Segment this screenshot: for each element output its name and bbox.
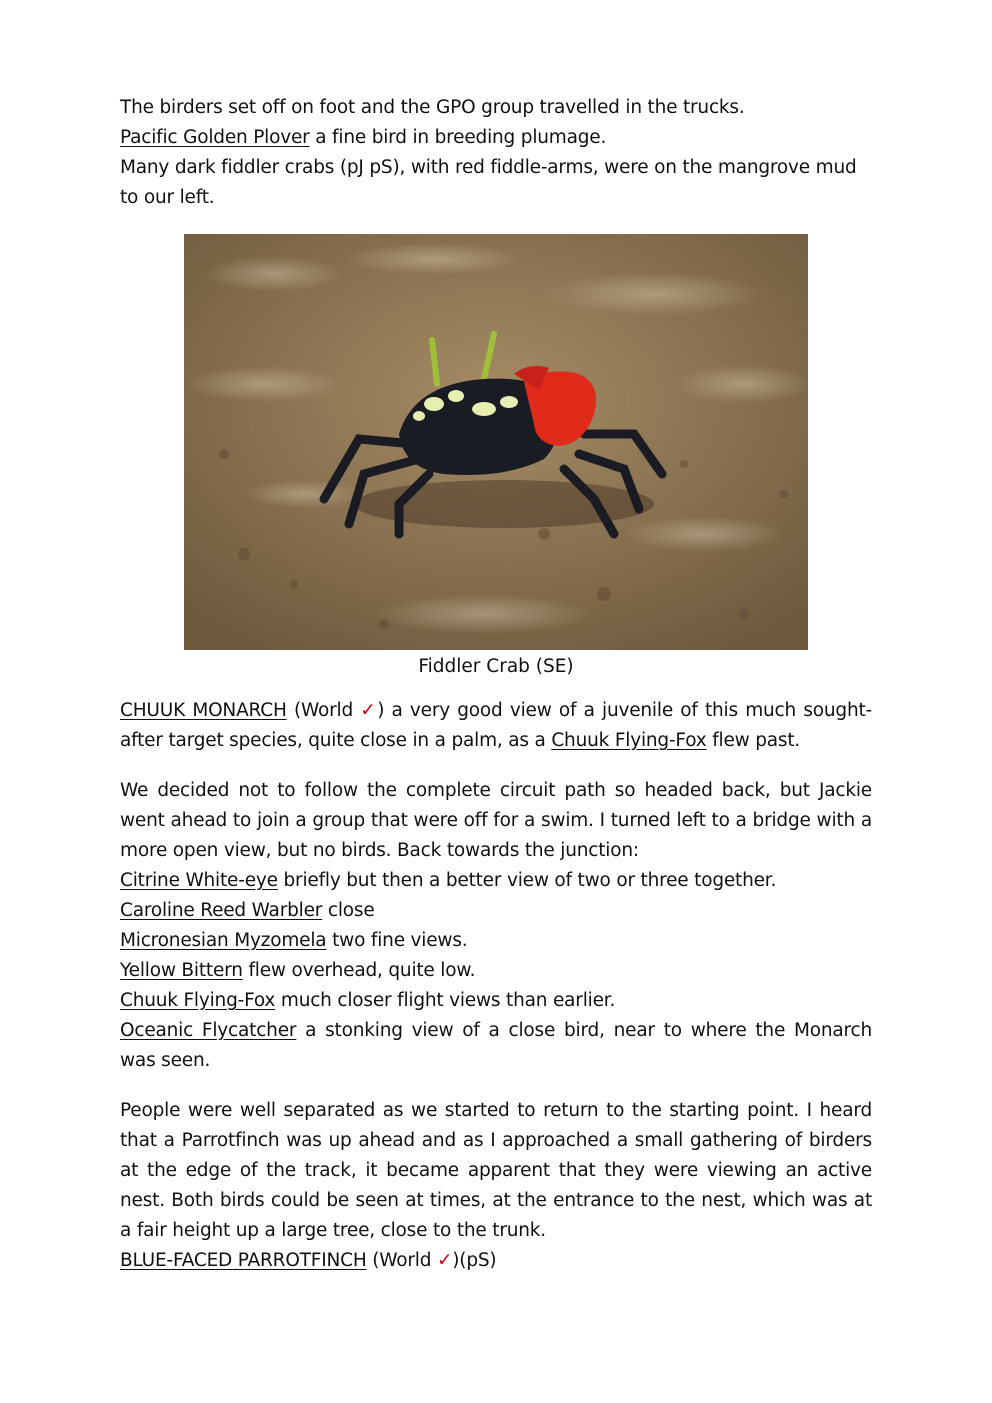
monarch-prefix: (World: [286, 700, 361, 721]
species-name: Micronesian Myzomela: [120, 930, 327, 951]
monarch-text: ) a very good view of a juvenile of this much sought-after target species, quite close in a palm, as a: [120, 700, 872, 751]
monarch-suffix: flew past.: [706, 730, 801, 751]
paragraph-circuit: We decided not to follow the complete circuit path so headed back, but Jackie went ahead to join a group that were off for a swim. I turned left to a bridge with a more open view, but no birds. Back towards the junction:: [120, 780, 872, 861]
fiddler-crab-photo: [184, 234, 808, 650]
sighting-row: [120, 1016, 872, 1076]
sighting-row: [120, 896, 872, 926]
photo-figure: [120, 234, 872, 682]
paragraph-parrotfinch: People were well separated as we started to return to the starting point. I heard that a Parrotfinch was up ahead and as I approached a small gathering of birders at the edge of the track, it became apparent that they were viewing an active nest. Both birds could be seen at times, at the entrance to the nest, which was at a fair height up a large tree, close to the trunk.: [120, 1100, 872, 1241]
paragraph-fiddler: Many dark fiddler crabs (pJ pS), with red fiddle-arms, were on the mangrove mud to our left.: [120, 157, 857, 208]
sighting-row: [120, 956, 872, 986]
species-blue-faced-parrotfinch: BLUE-FACED PARROTFINCH: [120, 1250, 367, 1271]
photo-caption: Fiddler Crab (SE): [418, 656, 574, 677]
species-chuuk-flying-fox: Chuuk Flying-Fox: [551, 730, 707, 751]
crab-illustration: [184, 234, 808, 650]
paragraph-monarch: [120, 696, 872, 756]
species-pacific-golden-plover: Pacific Golden Plover: [120, 127, 310, 148]
species-note: a stonking view of a close bird, near to where the Monarch was seen.: [120, 1020, 872, 1071]
parrotfinch-prefix: (World: [366, 1250, 437, 1271]
document-page: [120, 93, 872, 1276]
parrotfinch-suffix: )(pS): [452, 1250, 497, 1271]
species-chuuk-monarch: CHUUK MONARCH: [120, 700, 287, 721]
species-name: Caroline Reed Warbler: [120, 900, 323, 921]
species-name: Oceanic Flycatcher: [120, 1020, 297, 1041]
species-name: Yellow Bittern: [120, 960, 243, 981]
paragraph-plover: [120, 123, 872, 153]
species-name: Citrine White-eye: [120, 870, 278, 891]
sighting-row: [120, 926, 872, 956]
plover-note: a fine bird in breeding plumage.: [309, 127, 607, 148]
check-icon: ✓: [360, 700, 378, 721]
sighting-row: [120, 866, 872, 896]
paragraph-gpo: The birders set off on foot and the GPO group travelled in the trucks.: [120, 97, 745, 118]
species-note: much closer flight views than earlier.: [275, 990, 616, 1011]
species-note: close: [322, 900, 375, 921]
species-note: two fine views.: [326, 930, 468, 951]
species-note: flew overhead, quite low.: [242, 960, 476, 981]
species-name: Chuuk Flying-Fox: [120, 990, 276, 1011]
parrotfinch-line: [120, 1246, 872, 1276]
species-note: briefly but then a better view of two or three together.: [277, 870, 777, 891]
check-icon: ✓: [436, 1250, 453, 1271]
sighting-row: [120, 986, 872, 1016]
